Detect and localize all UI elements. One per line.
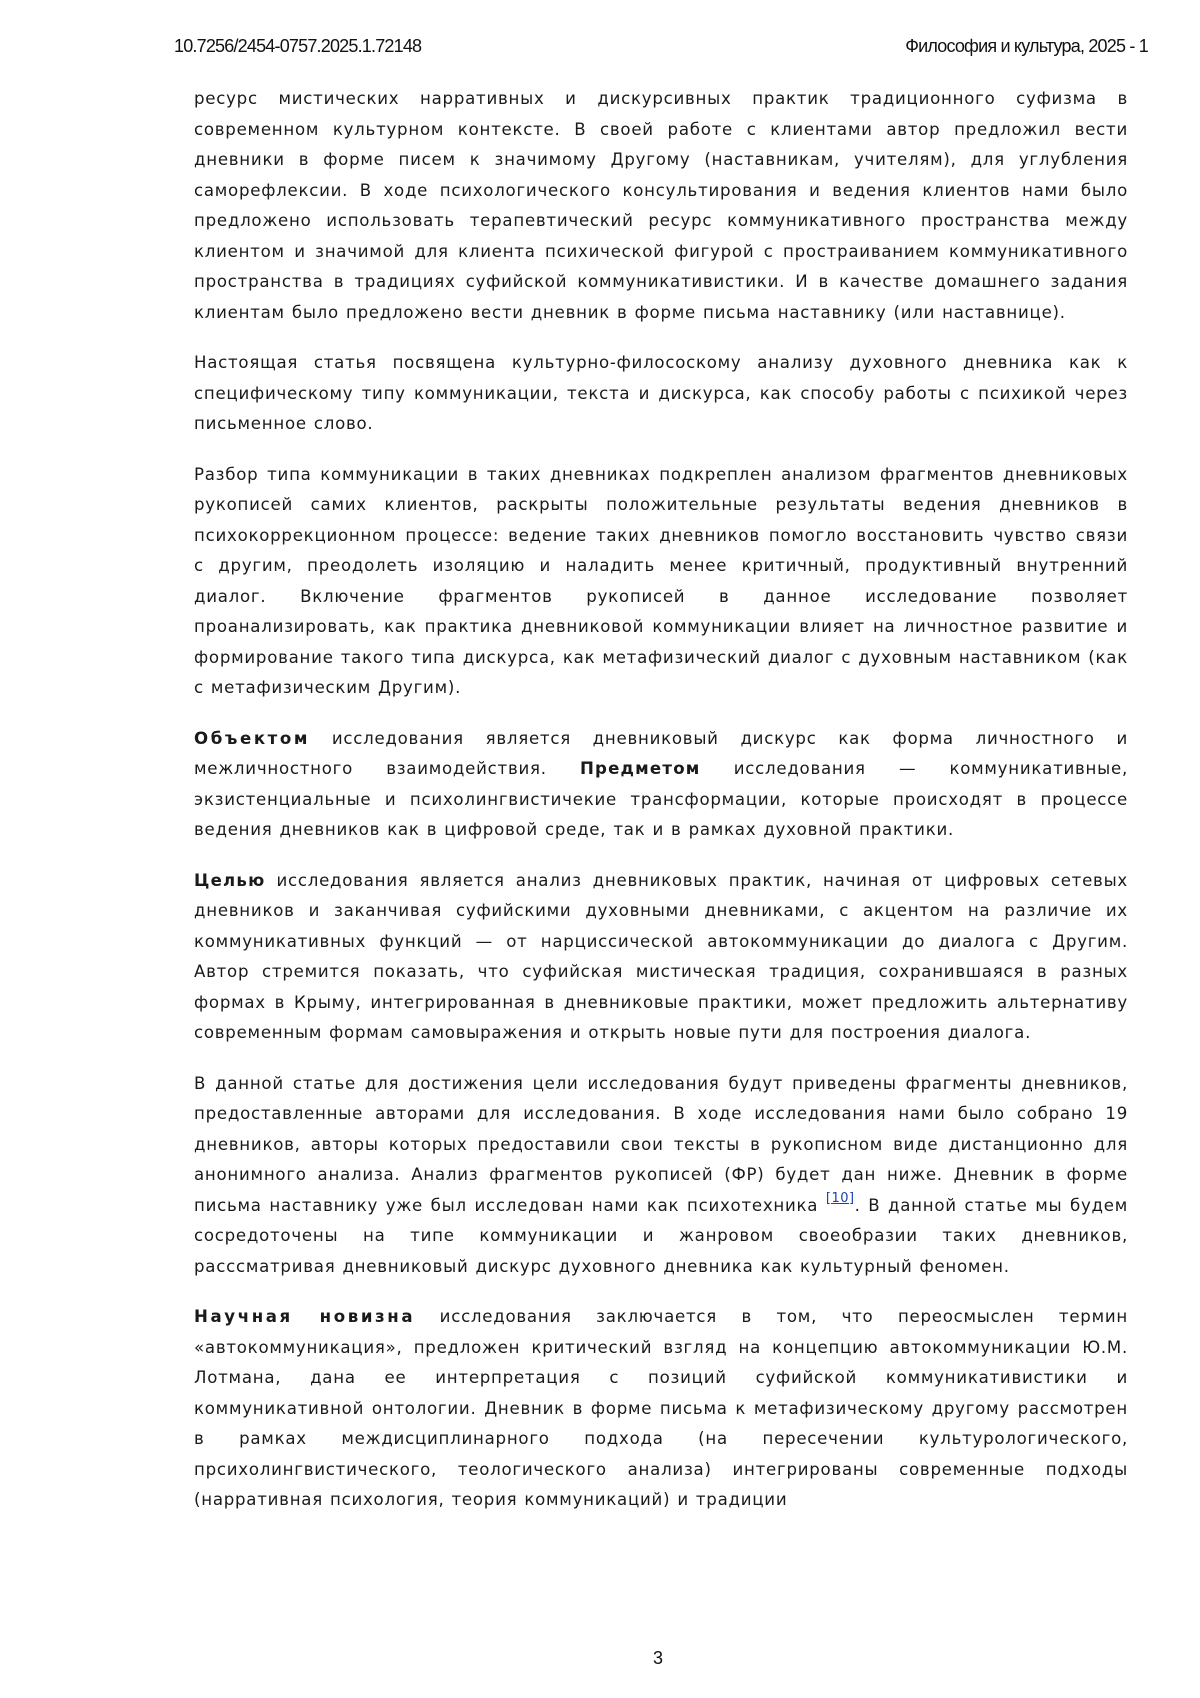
goal-term: Целью [194,871,265,890]
paragraph-goal [194,866,1128,1049]
paragraph-1: ресурс мистических нарративных и дискурсивных практик традиционного суфизма в современном культурном контексте. В своей работе с клиентами автор предложил вести дневники в форме писем к значимому Другому (наставникам, учителям), для углубления саморефлексии. В ходе психологического консультирования и ведения клиентов нами было предложено использовать терапевтический ресурс коммуникативного пространства между клиентом и значимой для клиента психической фигурой с простраиванием коммуникативного пространства в традициях суфийской коммуникативистики. И в качестве домашнего задания клиентам было предложено вести дневник в форме письма наставнику (или наставнице). [194,84,1128,328]
journal-title: Философия и культура, 2025 - 1 [905,36,1148,57]
novelty-term: Научная новизна [194,1307,415,1326]
paragraph-object-subject [194,724,1128,846]
paragraph-2: Настоящая статья посвящена культурно-филососкому анализу духовного дневника как к специфическому типу коммуникации, текста и дискурса, как способу работы с психикой через письменное слово. [194,348,1128,440]
method-text-2: . В данной статье мы будем сосредоточены на типе коммуникации и жанровом своеобразии таких дневников, расссматривая дневниковый дискурс духовного дневника как культурный феномен. [194,1196,1128,1276]
page-header [174,36,1148,60]
reference-link-10[interactable]: [10] [826,1191,855,1206]
object-text: исследования является дневниковый дискурс как форма личностного и межличностного взаимодействия. [194,729,1128,779]
object-term: Объектом [194,729,310,748]
article-body [194,84,1128,1536]
page-number: 3 [0,1648,1200,1669]
paragraph-3: Разбор типа коммуникации в таких дневниках подкреплен анализом фрагментов дневниковых рукописей самих клиентов, раскрыты положительные результаты ведения дневников в психокоррекционном процессе: ведение таких дневников помогло восстановить чувство связи с другим, преодолеть изоляцию и наладить менее критичный, продуктивный внутренний диалог. Включение фрагментов рукописей в данное исследование позволяет проанализировать, как практика дневниковой коммуникации влияет на личностное развитие и формирование такого типа дискурса, как метафизический диалог с духовным наставником (как с метафизическим Другим). [194,460,1128,704]
novelty-text: исследования заключается в том, что переосмыслен термин «автокоммуникация», предложен критический взгляд на концепцию автокоммуникации Ю.М. Лотмана, дана ее интерпретация с позиций суфийской коммуникативистики и коммуникативной онтологии. Дневник в форме письма к метафизическому другому рассмотрен в рамках междисциплинарного подхода (на пересечении культурологического, прсихолингвистического, теологического анализа) интегрированы современные подходы (нарративная психология, теория коммуникаций) и традиции [194,1307,1128,1509]
subject-text: исследования — коммуникативные, экзистенциальные и психолингвистичекие трансформации, которые происходят в процессе ведения дневников как в цифровой среде, так и в рамках духовной практики. [194,759,1128,839]
paragraph-novelty [194,1302,1128,1516]
subject-term: Предметом [580,759,701,778]
paragraph-method [194,1069,1128,1283]
goal-text: исследования является анализ дневниковых практик, начиная от цифровых сетевых дневников и заканчивая суфийскими духовными дневниками, с акцентом на различие их коммуникативных функций — от нарциссической автокоммуникации до диалога с Другим. Автор стремится показать, что суфийская мистическая традиция, сохранившаяся в разных формах в Крыму, интегрированная в дневниковые практики, может предложить альтернативу современным формам самовыражения и открыть новые пути для построения диалога. [194,871,1128,1043]
doi-text: 10.7256/2454-0757.2025.1.72148 [174,36,421,57]
method-text-1: В данной статье для достижения цели исследования будут приведены фрагменты дневников, предоставленные авторами для исследования. В ходе исследования нами было собрано 19 дневников, авторы которых предоставили свои тексты в рукописном виде дистанционно для анонимного анализа. Анализ фрагментов рукописей (ФР) будет дан ниже. Дневник в форме письма наставнику уже был исследован нами как психотехника [194,1074,1128,1215]
